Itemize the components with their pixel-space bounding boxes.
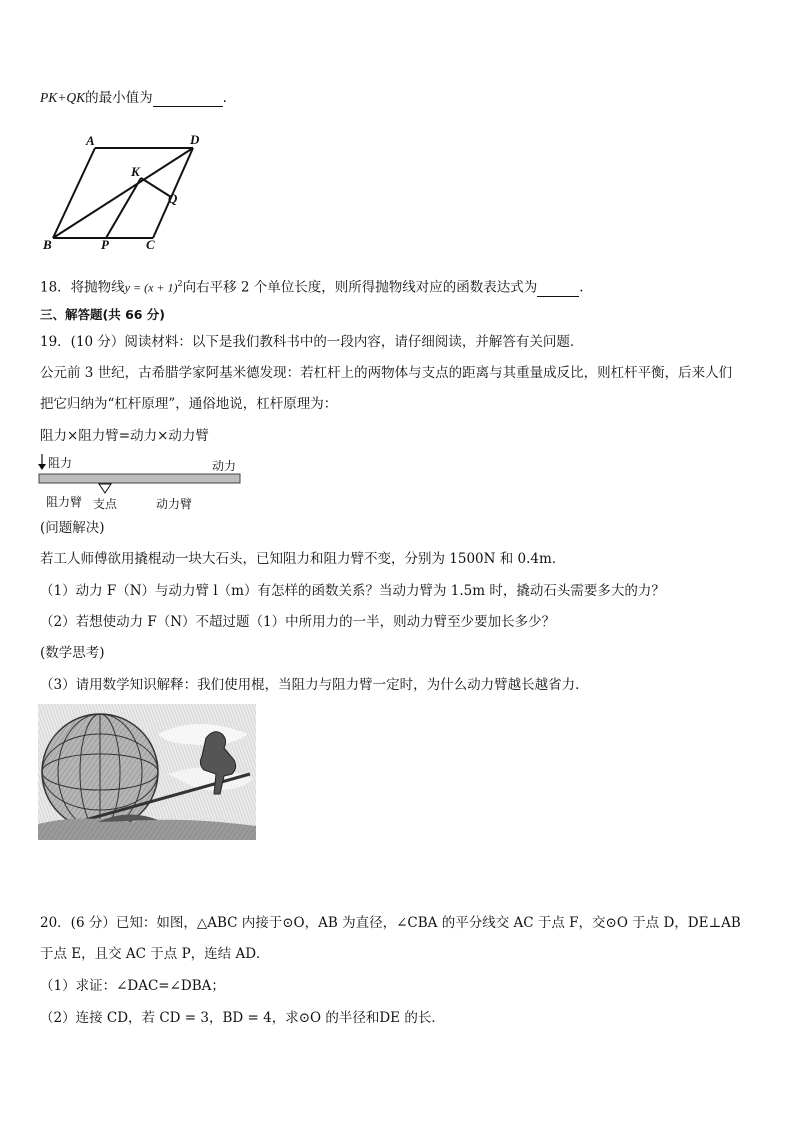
label-B: B — [43, 237, 52, 250]
q17-tail: PK+QK的最小值为 . — [40, 90, 227, 106]
section-title: 三、解答题(共 66 分) — [40, 307, 166, 322]
q18-answer-blank[interactable] — [537, 278, 579, 297]
label-P: P — [101, 237, 109, 250]
label-K: K — [131, 164, 140, 179]
thinking-heading: (数学思考) — [40, 645, 105, 661]
resistance-arrow-icon — [38, 464, 46, 470]
q20-intro-line2: 于点 E，且交 AC 于点 P，连结 AD． — [40, 946, 270, 962]
label-D: D — [190, 132, 200, 147]
lever-bar — [39, 474, 240, 483]
problem-heading: (问题解决) — [40, 520, 105, 536]
q19-part2: （2）若想使动力 F（N）不超过题（1）中所用力的一半，则动力臂至少要加长多少？ — [40, 614, 556, 630]
q20-part2: （2）连接 CD，若 CD = 3，BD = 4，求⊙O 的半径和DE 的长． — [40, 1010, 445, 1026]
q19-intro: 19．(10 分）阅读材料：以下是我们教科书中的一段内容，请仔细阅读，并解答有关问题． — [40, 334, 584, 350]
resistance-arm-label: 阻力臂 — [46, 495, 83, 509]
question-18: 18．将抛物线$y = (x + 1)^2$向右平移 2 个单位长度，则所得抛物线对应的函数表达式为 . — [40, 279, 584, 296]
q20-part1: （1）求证：∠DAC=∠DBA； — [40, 978, 225, 994]
q19-material-line1: 公元前 3 世纪，古希腊学家阿基米德发现：若杠杆上的两物体与支点的距离与其重量成反比，则杠杆平衡，后来人们 — [40, 365, 733, 381]
effort-label: 动力 — [212, 459, 237, 473]
archimedes-lever-illustration — [38, 704, 256, 840]
fulcrum-icon — [99, 484, 111, 493]
lever-formula: 阻力×阻力臂=动力×动力臂 — [40, 428, 209, 444]
q19-material-line2: 把它归纳为“杠杆原理”，通俗地说，杠杆原理为： — [40, 396, 338, 412]
fulcrum-label: 支点 — [93, 497, 118, 511]
label-Q: Q — [168, 191, 178, 206]
q17-expression: PK+QK — [40, 90, 86, 105]
q19-part3: （3）请用数学知识解释：我们使用棍，当阻力与阻力臂一定时，为什么动力臂越长越省力． — [40, 677, 589, 693]
q18-formula: y = (x + 1) — [124, 280, 178, 295]
label-C: C — [146, 237, 155, 250]
lever-diagram — [38, 452, 243, 514]
resistance-label: 阻力 — [48, 456, 73, 470]
effort-arm-label: 动力臂 — [156, 497, 193, 511]
q17-text: 的最小值为 — [85, 90, 153, 106]
label-A: A — [86, 133, 95, 148]
parallelogram-figure — [38, 128, 213, 250]
q19-scenario: 若工人师傅欲用撬棍动一块大石头，已知阻力和阻力臂不变，分别为 1500N 和 0.4m． — [40, 551, 566, 567]
q20-intro: 20．(6 分）已知：如图，△ABC 内接于⊙O，AB 为直径，∠CBA 的平分线交 AC 于点 F，交⊙O 于点 D，DE⊥AB — [40, 915, 741, 931]
q19-part1: （1）动力 F（N）与动力臂 l（m）有怎样的函数关系？当动力臂为 1.5m 时，撬动石头需要多大的力？ — [40, 583, 665, 599]
q17-answer-blank[interactable] — [153, 88, 223, 107]
